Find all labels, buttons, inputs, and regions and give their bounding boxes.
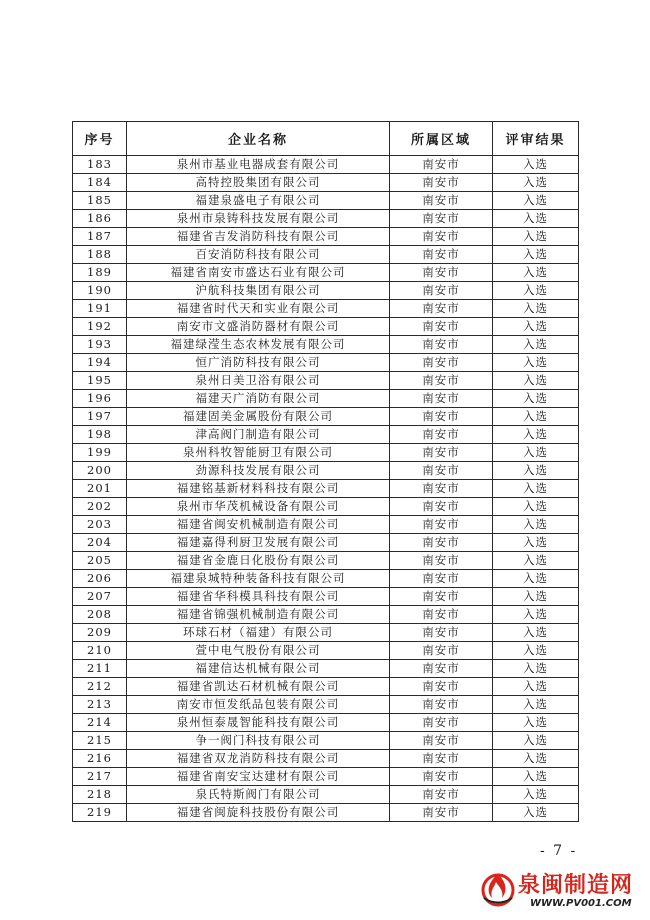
table-row: [73, 246, 579, 264]
header-serial: 序号: [73, 122, 127, 156]
cell-company-name: 福建省凯达石材机械有限公司: [127, 678, 390, 696]
cell-region: 南安市: [390, 336, 493, 354]
cell-region: 南安市: [390, 264, 493, 282]
cell-result: 入选: [493, 354, 579, 372]
cell-serial: 189: [73, 264, 127, 282]
table-row: [73, 732, 579, 750]
cell-region: 南安市: [390, 192, 493, 210]
cell-result: 入选: [493, 552, 579, 570]
cell-result: 入选: [493, 480, 579, 498]
cell-result: 入选: [493, 696, 579, 714]
cell-result: 入选: [493, 426, 579, 444]
table-row: [73, 372, 579, 390]
cell-company-name: 泉州市基业电器成套有限公司: [127, 156, 390, 174]
cell-result: 入选: [493, 264, 579, 282]
cell-company-name: 福建固美金属股份有限公司: [127, 408, 390, 426]
cell-region: 南安市: [390, 534, 493, 552]
cell-company-name: 泉州日美卫浴有限公司: [127, 372, 390, 390]
cell-result: 入选: [493, 228, 579, 246]
table-row: [73, 750, 579, 768]
cell-serial: 214: [73, 714, 127, 732]
cell-region: 南安市: [390, 282, 493, 300]
cell-company-name: 福建泉城特种装备科技有限公司: [127, 570, 390, 588]
cell-company-name: 泉州恒泰晟智能科技有限公司: [127, 714, 390, 732]
cell-region: 南安市: [390, 228, 493, 246]
cell-company-name: 福建省华科模具科技有限公司: [127, 588, 390, 606]
cell-company-name: 福建省吉发消防科技有限公司: [127, 228, 390, 246]
cell-result: 入选: [493, 390, 579, 408]
cell-serial: 186: [73, 210, 127, 228]
table-header: [73, 122, 579, 156]
table-row: [73, 210, 579, 228]
cell-serial: 209: [73, 624, 127, 642]
cell-region: 南安市: [390, 624, 493, 642]
cell-serial: 195: [73, 372, 127, 390]
table-row: [73, 390, 579, 408]
cell-result: 入选: [493, 570, 579, 588]
header-company-name: 企业名称: [127, 122, 390, 156]
cell-company-name: 福建铭基新材料科技有限公司: [127, 480, 390, 498]
cell-result: 入选: [493, 462, 579, 480]
header-result: 评审结果: [493, 122, 579, 156]
table-row: [73, 570, 579, 588]
cell-serial: 200: [73, 462, 127, 480]
cell-result: 入选: [493, 282, 579, 300]
cell-region: 南安市: [390, 678, 493, 696]
cell-company-name: 福建绿滢生态农林发展有限公司: [127, 336, 390, 354]
cell-result: 入选: [493, 624, 579, 642]
page-number: - 7 -: [540, 843, 578, 859]
cell-region: 南安市: [390, 156, 493, 174]
table-row: [73, 696, 579, 714]
cell-result: 入选: [493, 318, 579, 336]
watermark-site-url: WWW.PV001.COM: [530, 898, 632, 909]
cell-company-name: 福建省金鹿日化股份有限公司: [127, 552, 390, 570]
cell-company-name: 福建省南安宝达建材有限公司: [127, 768, 390, 786]
table-row: [73, 444, 579, 462]
cell-result: 入选: [493, 300, 579, 318]
cell-serial: 207: [73, 588, 127, 606]
cell-serial: 190: [73, 282, 127, 300]
table-row: [73, 534, 579, 552]
cell-serial: 211: [73, 660, 127, 678]
cell-result: 入选: [493, 192, 579, 210]
cell-serial: 197: [73, 408, 127, 426]
cell-region: 南安市: [390, 768, 493, 786]
cell-region: 南安市: [390, 516, 493, 534]
cell-result: 入选: [493, 642, 579, 660]
flame-logo-icon: [478, 868, 518, 908]
cell-company-name: 泉州市泉铸科技发展有限公司: [127, 210, 390, 228]
cell-company-name: 高特控股集团有限公司: [127, 174, 390, 192]
cell-company-name: 福建信达机械有限公司: [127, 660, 390, 678]
cell-region: 南安市: [390, 318, 493, 336]
table-row: [73, 642, 579, 660]
cell-region: 南安市: [390, 246, 493, 264]
cell-region: 南安市: [390, 300, 493, 318]
cell-company-name: 福建天广消防有限公司: [127, 390, 390, 408]
cell-company-name: 福建省南安市盛达石业有限公司: [127, 264, 390, 282]
table-row: [73, 174, 579, 192]
table-row: [73, 336, 579, 354]
cell-company-name: 泉州科牧智能厨卫有限公司: [127, 444, 390, 462]
cell-result: 入选: [493, 156, 579, 174]
cell-region: 南安市: [390, 426, 493, 444]
site-watermark: [478, 866, 648, 916]
cell-serial: 191: [73, 300, 127, 318]
cell-company-name: 争一阀门科技有限公司: [127, 732, 390, 750]
table-row: [73, 354, 579, 372]
cell-company-name: 津高阀门制造有限公司: [127, 426, 390, 444]
cell-result: 入选: [493, 174, 579, 192]
cell-serial: 188: [73, 246, 127, 264]
cell-company-name: 福建省时代天和实业有限公司: [127, 300, 390, 318]
cell-serial: 199: [73, 444, 127, 462]
cell-serial: 212: [73, 678, 127, 696]
cell-company-name: 南安市文盛消防器材有限公司: [127, 318, 390, 336]
watermark-site-name: 泉闽制造网: [518, 873, 634, 898]
cell-company-name: 恒广消防科技有限公司: [127, 354, 390, 372]
cell-serial: 206: [73, 570, 127, 588]
table-row: [73, 264, 579, 282]
cell-region: 南安市: [390, 732, 493, 750]
cell-company-name: 福建省闽旋科技股份有限公司: [127, 804, 390, 822]
cell-result: 入选: [493, 750, 579, 768]
table-row: [73, 318, 579, 336]
table-row: [73, 192, 579, 210]
cell-region: 南安市: [390, 696, 493, 714]
cell-result: 入选: [493, 498, 579, 516]
cell-serial: 184: [73, 174, 127, 192]
table-row: [73, 156, 579, 174]
cell-serial: 201: [73, 480, 127, 498]
cell-region: 南安市: [390, 750, 493, 768]
cell-company-name: 环球石材（福建）有限公司: [127, 624, 390, 642]
cell-serial: 193: [73, 336, 127, 354]
cell-result: 入选: [493, 246, 579, 264]
cell-company-name: 萱中电气股份有限公司: [127, 642, 390, 660]
cell-company-name: 百安消防科技有限公司: [127, 246, 390, 264]
cell-region: 南安市: [390, 390, 493, 408]
cell-result: 入选: [493, 336, 579, 354]
table-row: [73, 606, 579, 624]
cell-company-name: 南安市恒发纸品包装有限公司: [127, 696, 390, 714]
cell-serial: 183: [73, 156, 127, 174]
cell-region: 南安市: [390, 606, 493, 624]
cell-result: 入选: [493, 732, 579, 750]
cell-result: 入选: [493, 768, 579, 786]
cell-serial: 196: [73, 390, 127, 408]
table-row: [73, 678, 579, 696]
header-region: 所属区域: [390, 122, 493, 156]
cell-serial: 194: [73, 354, 127, 372]
table-row: [73, 408, 579, 426]
cell-serial: 198: [73, 426, 127, 444]
cell-serial: 202: [73, 498, 127, 516]
table-row: [73, 282, 579, 300]
cell-serial: 215: [73, 732, 127, 750]
table-row: [73, 426, 579, 444]
cell-region: 南安市: [390, 210, 493, 228]
cell-region: 南安市: [390, 444, 493, 462]
cell-region: 南安市: [390, 498, 493, 516]
cell-company-name: 福建省锦强机械制造有限公司: [127, 606, 390, 624]
cell-result: 入选: [493, 210, 579, 228]
table-row: [73, 588, 579, 606]
table-row: [73, 480, 579, 498]
cell-region: 南安市: [390, 480, 493, 498]
cell-serial: 218: [73, 786, 127, 804]
cell-result: 入选: [493, 516, 579, 534]
table-row: [73, 300, 579, 318]
cell-result: 入选: [493, 804, 579, 822]
table-body: [73, 156, 579, 822]
cell-region: 南安市: [390, 408, 493, 426]
cell-company-name: 泉州市华茂机械设备有限公司: [127, 498, 390, 516]
cell-serial: 185: [73, 192, 127, 210]
cell-region: 南安市: [390, 174, 493, 192]
cell-result: 入选: [493, 408, 579, 426]
table-row: [73, 786, 579, 804]
enterprise-table: [72, 121, 579, 822]
cell-serial: 192: [73, 318, 127, 336]
cell-region: 南安市: [390, 786, 493, 804]
cell-result: 入选: [493, 606, 579, 624]
table-row: [73, 660, 579, 678]
cell-region: 南安市: [390, 660, 493, 678]
table-row: [73, 768, 579, 786]
cell-result: 入选: [493, 534, 579, 552]
cell-region: 南安市: [390, 552, 493, 570]
cell-region: 南安市: [390, 804, 493, 822]
cell-result: 入选: [493, 678, 579, 696]
cell-company-name: 泉氏特斯阀门有限公司: [127, 786, 390, 804]
table-row: [73, 462, 579, 480]
header-row: [73, 122, 579, 156]
table-row: [73, 804, 579, 822]
cell-region: 南安市: [390, 642, 493, 660]
cell-serial: 216: [73, 750, 127, 768]
cell-serial: 213: [73, 696, 127, 714]
cell-company-name: 福建省闽安机械制造有限公司: [127, 516, 390, 534]
cell-serial: 217: [73, 768, 127, 786]
cell-company-name: 福建嘉得利厨卫发展有限公司: [127, 534, 390, 552]
cell-serial: 204: [73, 534, 127, 552]
table-row: [73, 624, 579, 642]
cell-region: 南安市: [390, 570, 493, 588]
cell-region: 南安市: [390, 714, 493, 732]
cell-company-name: 沪航科技集团有限公司: [127, 282, 390, 300]
cell-region: 南安市: [390, 372, 493, 390]
cell-result: 入选: [493, 714, 579, 732]
cell-region: 南安市: [390, 588, 493, 606]
cell-result: 入选: [493, 372, 579, 390]
cell-company-name: 福建泉盛电子有限公司: [127, 192, 390, 210]
cell-result: 入选: [493, 444, 579, 462]
cell-company-name: 福建省双龙消防科技有限公司: [127, 750, 390, 768]
cell-serial: 203: [73, 516, 127, 534]
cell-result: 入选: [493, 660, 579, 678]
cell-company-name: 劲源科技发展有限公司: [127, 462, 390, 480]
table-row: [73, 498, 579, 516]
cell-serial: 208: [73, 606, 127, 624]
table-row: [73, 552, 579, 570]
cell-result: 入选: [493, 786, 579, 804]
cell-serial: 205: [73, 552, 127, 570]
cell-region: 南安市: [390, 462, 493, 480]
cell-region: 南安市: [390, 354, 493, 372]
cell-serial: 210: [73, 642, 127, 660]
table-row: [73, 714, 579, 732]
cell-serial: 187: [73, 228, 127, 246]
cell-serial: 219: [73, 804, 127, 822]
table-row: [73, 516, 579, 534]
table-row: [73, 228, 579, 246]
cell-result: 入选: [493, 588, 579, 606]
